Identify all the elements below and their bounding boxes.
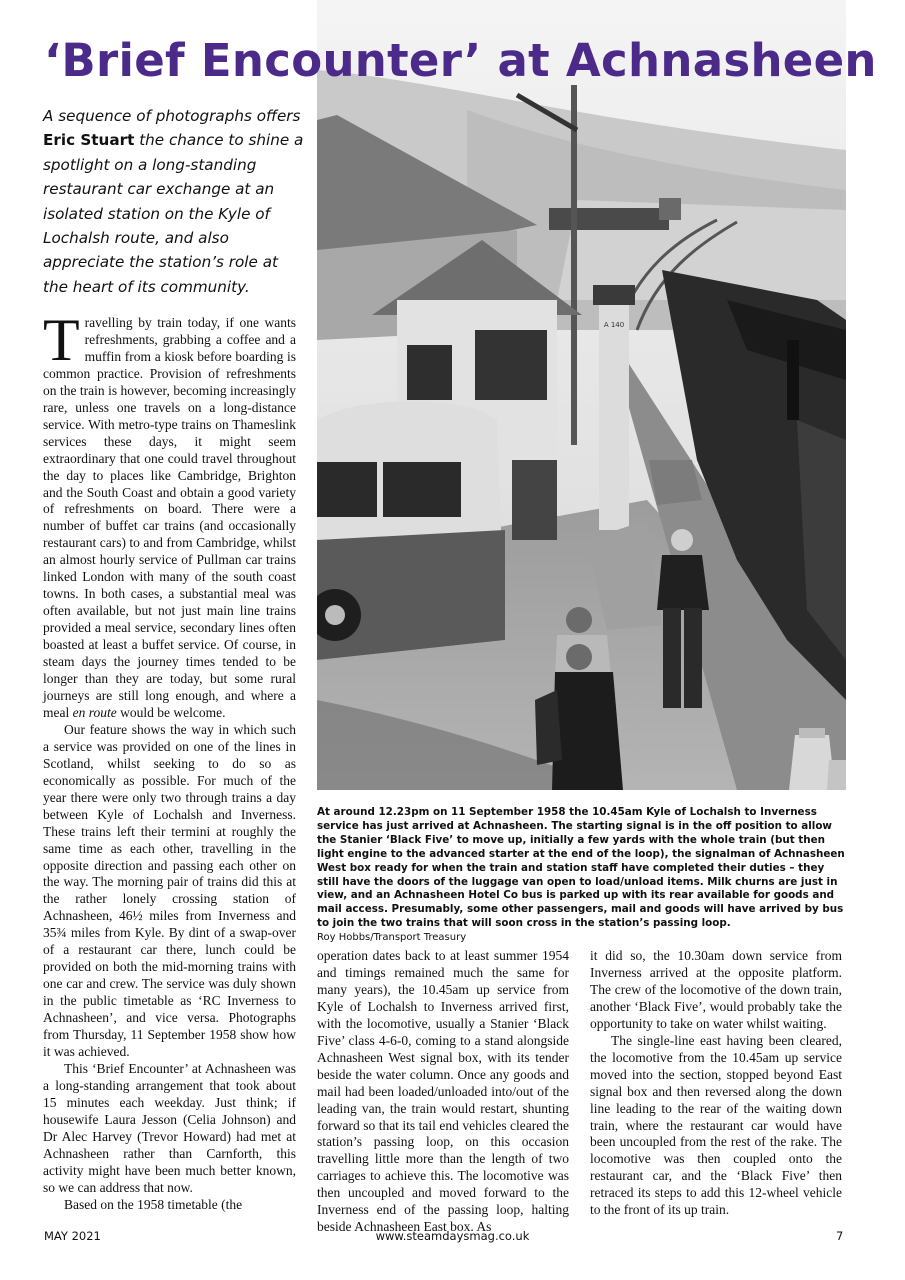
- website-url[interactable]: www.steamdaysmag.co.uk: [375, 1229, 530, 1243]
- body-paragraph-2: Our feature shows the way in which such a service was provided on one of the lines in Scotland, whilst seeking to do so as economically as possible. For much of the year there were only two through trains a day between Kyle of Lochalsh and Inverness. These trains left their termini at roughly the same time as each other, travelling in the opposite direction and passing each other on the way. The morning pair of trains did this at the rather lonely crossing station of Achnasheen, 46½ miles from Inverness and 35¾ miles from Kyle. By dint of a swap-over of a restaurant car there, lunch could be provided on both the mid-morning trains with one car and crew. The service was duly shown in the public timetable as ‘RC Inverness to Achnasheen’, and vice versa. Photographs from Thursday, 11 September 1958 show how it was achieved.: [43, 721, 296, 1059]
- body-paragraph-1: [43, 307, 296, 722]
- paragraph-4-part-3: it did so, the 10.30am down service from Inverness arrived at the opposite platform. The crew of the locomotive of the down train, another ‘Black Five’, would probably take the opportunity to take on water whilst waiting.: [590, 948, 842, 1031]
- body-column-1: [43, 307, 296, 1214]
- body-column-2: [317, 948, 569, 1236]
- paragraph-1-end: would be welcome.: [116, 704, 226, 720]
- water-column-label: A 140: [603, 321, 625, 329]
- standfirst: [43, 104, 305, 299]
- standfirst-rest: the chance to shine a spotlight on a long-standing restaurant car exchange at an isolated station on the Kyle of Lochalsh route, and also appreciate the station’s role at the heart of its community.: [43, 131, 304, 296]
- issue-date: MAY 2021: [44, 1229, 101, 1243]
- author-name: Eric Stuart: [43, 131, 135, 150]
- standfirst-lead: A sequence of photographs offers: [43, 107, 301, 125]
- body-paragraph-4: [43, 1197, 296, 1214]
- caption-text: At around 12.23pm on 11 September 1958 the 10.45am Kyle of Lochalsh to Inverness service has just arrived at Achnasheen. The starting signal is in the off position to allow the Stanier ‘Black Five’ to move up, initially a few yards with the whole train (but then light engine to the advanced starter at the end of the loop), the signalman of Achnasheen West box ready for when the train and station staff have completed their duties – they still have the doors of the luggage van open to load/unload items. Milk churns are just in view, and an Achnasheen Hotel Co bus is parked up with its rear available for goods and mail access. Presumably, some other passengers, mail and goods will have arrived by bus to join the two trains that will soon cross in the station’s passing loop.: [317, 806, 845, 930]
- photo-credit: Roy Hobbs/Transport Treasury: [317, 932, 467, 944]
- drop-cap: T: [43, 307, 80, 373]
- body-paragraph-4-continued: [317, 948, 569, 1236]
- paragraph-1-text: ravelling by train today, if one wants refreshments, grabbing a coffee and a muffin from a kiosk before boarding is common practice. Provision of refreshments on the train is however, becoming increasingly rare, unless one travels on a long-distance service. With metro-type trains on Thameslink services these days, it might seem extraordinary that one could travel throughout the day to places like Cambridge, Brighton and the South Coast and obtain a good variety of refreshments on board. There were a number of buffet car trains (and occasionally restaurant cars) to and from Cambridge, whilst an almost hourly service of Pullman car trains linked London with many of the south coast towns. In both cases, a substantial meal was often available, but not just main line trains provided a meal service, secondary lines often boasted at least a buffet service. Of course, in steam days the journey times tended to be longer than they are today, but some rural journeys are still long enough, and where a meal: [43, 315, 296, 720]
- body-paragraph-3: This ‘Brief Encounter’ at Achnasheen was a long-standing arrangement that took about 15 minutes each weekday. Just think; if housewife Laura Jesson (Celia Johnson) and Dr Alec Harvey (Trevor Howard) had met at Achnasheen rather than Carnforth, this activity might have been much better known, so we can address that now.: [43, 1060, 296, 1195]
- page-number: 7: [836, 1229, 844, 1243]
- body-paragraph-5: The single-line east having been cleared, the locomotive from the 10.45am up service moved into the section, stopped beyond East signal box and then reversed along the down line leading to the rear of the waiting down train, where the restaurant car would have been uncoupled from the rest of the rake. The locomotive was then coupled onto the restaurant car, and the ‘Black Five’ then retraced its steps to add this 12-wheel vehicle to the front of its up train.: [590, 1032, 842, 1218]
- main-photograph: [317, 0, 846, 790]
- photo-caption: [317, 806, 845, 945]
- body-paragraph-4-end: [590, 948, 842, 1033]
- paragraph-1-emphasis: en route: [72, 704, 117, 720]
- body-column-3: [590, 948, 842, 1219]
- article-title: ‘Brief Encounter’ at Achnasheen: [44, 34, 877, 87]
- paragraph-4-part-2: operation dates back to at least summer 1954 and timings remained much the same for many years), the 10.45am up service from Kyle of Lochalsh to Inverness arrived first, with the locomotive, usually a Stanier ‘Black Five’ class 4-6-0, coming to a stand alongside Achnasheen West signal box, with its tender beside the water column. Once any goods and mail had been loaded/unloaded into/out of the leading van, the train would restart, shunting forward so that its tail end vehicles cleared the station’s passing loop, on this occasion travelling little more than the length of two carriages to achieve this. The locomotive was then uncoupled and moved forward to the Inverness end of the passing loop, halting beside Achnasheen East box. As: [317, 948, 569, 1235]
- paragraph-4-part-1: Based on the 1958 timetable (the: [64, 1196, 243, 1212]
